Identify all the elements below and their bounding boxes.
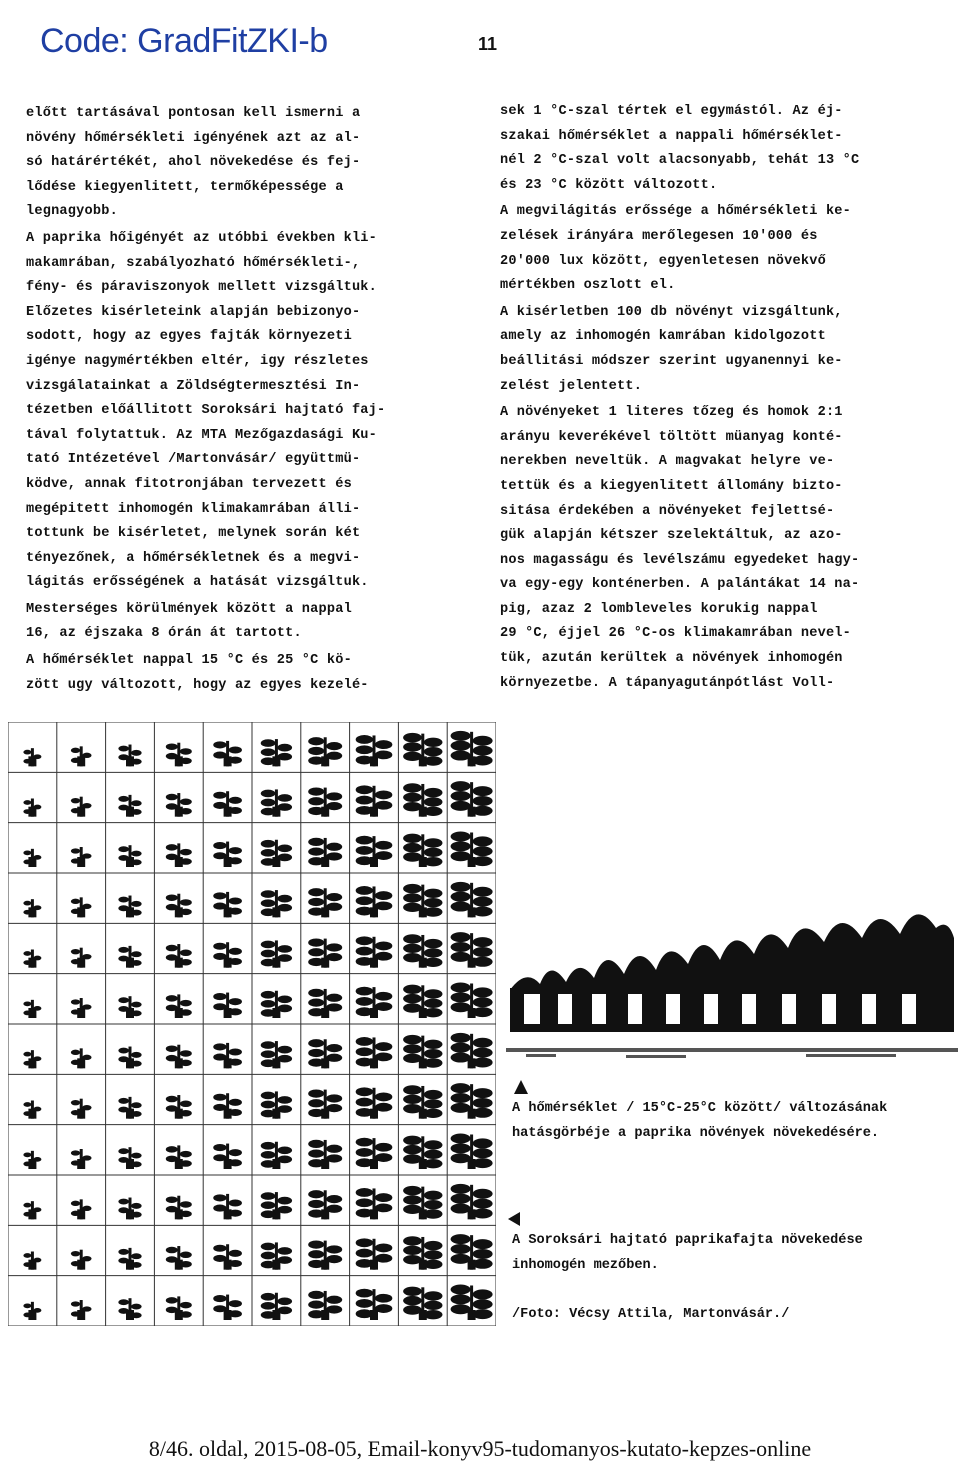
plant-cell bbox=[308, 737, 342, 766]
plant-cell bbox=[261, 1242, 292, 1269]
plant-cell bbox=[403, 783, 442, 816]
plant-cell bbox=[118, 946, 141, 968]
plant-cell bbox=[23, 799, 41, 817]
plant-cell bbox=[166, 944, 192, 968]
document-code-label: Code: GradFitZKI-b bbox=[40, 22, 328, 60]
plant-cell bbox=[71, 1300, 92, 1320]
plant-cell bbox=[71, 1199, 92, 1219]
paragraph: A hőmérséklet nappal 15 °C és 25 °C kö- zött ugy változott, hogy az egyes kezelé- bbox=[26, 653, 369, 693]
plant-cell bbox=[261, 940, 292, 967]
plant-cell bbox=[166, 1246, 192, 1270]
plant-cell bbox=[213, 892, 242, 917]
plant-cell bbox=[308, 838, 342, 867]
plant-cell bbox=[403, 1186, 442, 1219]
plant-cell bbox=[118, 996, 141, 1018]
plant-cell bbox=[403, 1035, 442, 1068]
paragraph: A paprika hőigényét az utóbbi években kli- makamrában, szabályozható hőmérsékleti-, fény- és páraviszonyok mellett vizsgáltuk. Előzetes kisérleteink alapján bebizonyo- sodott, hogy az egyes fajták környezeti igénye nagymértékben eltér, igy részletes vizsgálatainkat a Zöldségtermesztési In- tézetben előállitott Soroksári hajtató faj- tával folytattuk. Az MTA Mezőgazdasági Ku- tató Intézetével /Martonvásár/ együttmü- ködve, annak fitotronjában tervezett és megépitett inhomogén klimakamrában álli- tottunk be kisérletet, melynek során két tényezőnek, a hőmérsékletnek és a megvi- lágitás erősségének a hatását vizsgáltuk. bbox=[26, 230, 386, 591]
plant-cell bbox=[118, 795, 141, 817]
plant-cell bbox=[118, 1198, 141, 1220]
plant-cell bbox=[356, 785, 393, 816]
plant-cell bbox=[308, 1089, 342, 1118]
plant-cell bbox=[356, 1087, 393, 1118]
plant-cell bbox=[23, 899, 41, 917]
plant-cell bbox=[213, 993, 242, 1018]
plant-cell bbox=[213, 1244, 242, 1269]
plant-cell bbox=[451, 982, 493, 1018]
plant-cell bbox=[118, 845, 141, 867]
plant-grid-photo bbox=[8, 722, 496, 1326]
plant-cell bbox=[213, 1144, 242, 1169]
plant-cell bbox=[71, 998, 92, 1018]
plant-cell bbox=[403, 1236, 442, 1269]
plant-cell bbox=[308, 787, 342, 816]
plant-cell bbox=[71, 797, 92, 817]
plant-cell bbox=[166, 994, 192, 1018]
plant-cell bbox=[261, 1091, 292, 1118]
grid-photo-caption: A Soroksári hajtató paprikafajta növekedése inhomogén mezőben. bbox=[512, 1233, 863, 1273]
plant-cell bbox=[261, 1293, 292, 1320]
field-photo-caption: A hőmérséklet / 15°C-25°C között/ változásának hatásgörbéje a paprika növények növekedésére. bbox=[512, 1101, 888, 1141]
paragraph: sek 1 °C-szal tértek el egymástól. Az éj- szakai hőmérséklet a nappali hőmérséklet- nél 2 °C-szal volt alacsonyabb, tehát 13 °C és 23 °C között változott. bbox=[500, 104, 860, 193]
plant-cell bbox=[118, 896, 141, 918]
plant-cell bbox=[71, 1149, 92, 1169]
plant-cell bbox=[118, 1298, 141, 1320]
plant-cell bbox=[71, 948, 92, 968]
plant-cell bbox=[23, 1302, 41, 1320]
plant-cell bbox=[403, 834, 442, 867]
plant-cell bbox=[356, 1238, 393, 1269]
plant-field-photo bbox=[506, 898, 958, 1068]
plant-cell bbox=[213, 1295, 242, 1320]
plant-cell bbox=[308, 1140, 342, 1169]
plant-cell bbox=[403, 934, 442, 967]
plant-cell bbox=[71, 746, 92, 766]
plant-cell bbox=[118, 1248, 141, 1270]
plant-cell bbox=[23, 1101, 41, 1119]
plant-cell bbox=[308, 1190, 342, 1219]
plant-cell bbox=[261, 1192, 292, 1219]
plant-cell bbox=[261, 1142, 292, 1169]
plant-cell bbox=[166, 1045, 192, 1069]
plant-cell bbox=[261, 991, 292, 1018]
plant-cell bbox=[451, 831, 493, 867]
plant-cell bbox=[166, 793, 192, 817]
plant-cell bbox=[23, 1050, 41, 1068]
plant-cell bbox=[356, 936, 393, 967]
plant-cell bbox=[23, 1252, 41, 1270]
plant-cell bbox=[166, 843, 192, 867]
paragraph: Mesterséges körülmények között a nappal 16, az éjszaka 8 órán át tartott. bbox=[26, 601, 352, 642]
plant-cell bbox=[451, 1234, 493, 1270]
plant-cell bbox=[356, 886, 393, 917]
plant-cell bbox=[403, 985, 442, 1018]
plant-cell bbox=[213, 942, 242, 967]
plant-cell bbox=[261, 840, 292, 867]
page-footer: 8/46. oldal, 2015-08-05, Email-konyv95-tudomanyos-kutato-kepzes-online bbox=[148, 1436, 812, 1461]
plant-cell bbox=[166, 894, 192, 918]
plant-cell bbox=[261, 739, 292, 766]
paragraph: A növényeket 1 literes tőzeg és homok 2:1 arányu keverékével töltött müanyag konté- nerekben neveltük. A magvakat helyre ve- tettük és a kiegyenlitett állomány bizto- sitása érdekében a növényeket fejlettsé- gük alapján kétszer szelektáltuk, az azo- nos magasságu és levélszámu egyedeket hagy- va egy-egy konténerben. A palántákat 14 na- pig, azaz 2 lombleveles korukig nappal 29 °C, éjjel 26 °C-os klimakamrában nevel- tük, azután kerültek a növények inhomogén környezetbe. A tápanyagutánpótlást Voll- bbox=[500, 405, 860, 691]
plant-cell bbox=[261, 789, 292, 816]
paragraph: előtt tartásával pontosan kell ismerni a növény hőmérsékleti igényének azt az al- só határértékét, ahol növekedése és fej- lődése kiegyenlitett, termőképessége a legnagyobb. bbox=[26, 106, 361, 220]
plant-cell bbox=[118, 745, 141, 767]
plant-cell bbox=[356, 1188, 393, 1219]
page-number: 11 bbox=[478, 34, 498, 54]
plant-cell bbox=[71, 1048, 92, 1068]
plant-cell bbox=[403, 1085, 442, 1118]
plant-cell bbox=[71, 897, 92, 917]
plant-cell bbox=[308, 938, 342, 967]
plant-cell bbox=[213, 1093, 242, 1118]
caption-arrow-left-icon bbox=[508, 1212, 520, 1226]
plant-cell bbox=[308, 989, 342, 1018]
plant-cell bbox=[356, 735, 393, 766]
plant-cell bbox=[356, 1289, 393, 1320]
plant-cell bbox=[23, 849, 41, 867]
plant-cell bbox=[308, 1240, 342, 1269]
plant-cell bbox=[403, 1136, 442, 1169]
plant-cell bbox=[118, 1147, 141, 1169]
plant-cell bbox=[451, 1284, 493, 1320]
plant-cell bbox=[23, 748, 41, 766]
plant-cell bbox=[451, 731, 493, 767]
plant-cell bbox=[23, 1000, 41, 1018]
plant-cell bbox=[261, 890, 292, 917]
plant-cell bbox=[166, 1095, 192, 1119]
plant-cell bbox=[166, 743, 192, 767]
plant-cell bbox=[451, 1083, 493, 1119]
plant-cell bbox=[403, 733, 442, 766]
plant-cell bbox=[118, 1047, 141, 1069]
plant-cell bbox=[308, 888, 342, 917]
plant-cell bbox=[308, 1291, 342, 1320]
plant-cell bbox=[451, 1033, 493, 1069]
plant-cell bbox=[451, 1133, 493, 1169]
plant-cell bbox=[356, 1138, 393, 1169]
plant-cell bbox=[166, 1145, 192, 1169]
plant-cell bbox=[213, 791, 242, 816]
plant-cell bbox=[213, 842, 242, 867]
plant-cell bbox=[23, 1151, 41, 1169]
plant-cell bbox=[71, 1250, 92, 1270]
left-text-column bbox=[26, 102, 466, 700]
plant-cell bbox=[356, 1037, 393, 1068]
plant-cell bbox=[166, 1296, 192, 1320]
plant-cell bbox=[451, 932, 493, 968]
plant-cell bbox=[451, 882, 493, 918]
plant-cell bbox=[213, 741, 242, 766]
photo-credit: /Foto: Vécsy Attila, Martonvásár./ bbox=[512, 1307, 790, 1322]
paragraph: A megvilágitás erőssége a hőmérsékleti ke- zelések irányára merőlegesen 10'000 és 20'000 lux között, egyenletesen növekvő mértékben oszlott el. bbox=[500, 204, 852, 294]
caption-arrow-up-icon bbox=[514, 1080, 528, 1094]
paragraph: A kisérletben 100 db növényt vizsgáltunk, amely az inhomogén kamrában kidolgozott beállitási módszer szerint ugyanennyi ke- zelést jelentett. bbox=[500, 304, 843, 394]
plant-cell bbox=[213, 1043, 242, 1068]
plant-cell bbox=[71, 1099, 92, 1119]
plant-cell bbox=[213, 1194, 242, 1219]
plant-cell bbox=[403, 884, 442, 917]
plant-cell bbox=[308, 1039, 342, 1068]
plant-cell bbox=[451, 781, 493, 817]
plant-cell bbox=[118, 1097, 141, 1119]
plant-cell bbox=[451, 1184, 493, 1220]
plant-cell bbox=[166, 1196, 192, 1220]
plant-cell bbox=[261, 1041, 292, 1068]
plant-cell bbox=[403, 1287, 442, 1320]
plant-cell bbox=[356, 987, 393, 1018]
plant-cell bbox=[71, 847, 92, 867]
plant-cell bbox=[23, 950, 41, 968]
plant-cell bbox=[23, 1201, 41, 1219]
right-text-column bbox=[500, 100, 940, 698]
plant-cell bbox=[356, 836, 393, 867]
